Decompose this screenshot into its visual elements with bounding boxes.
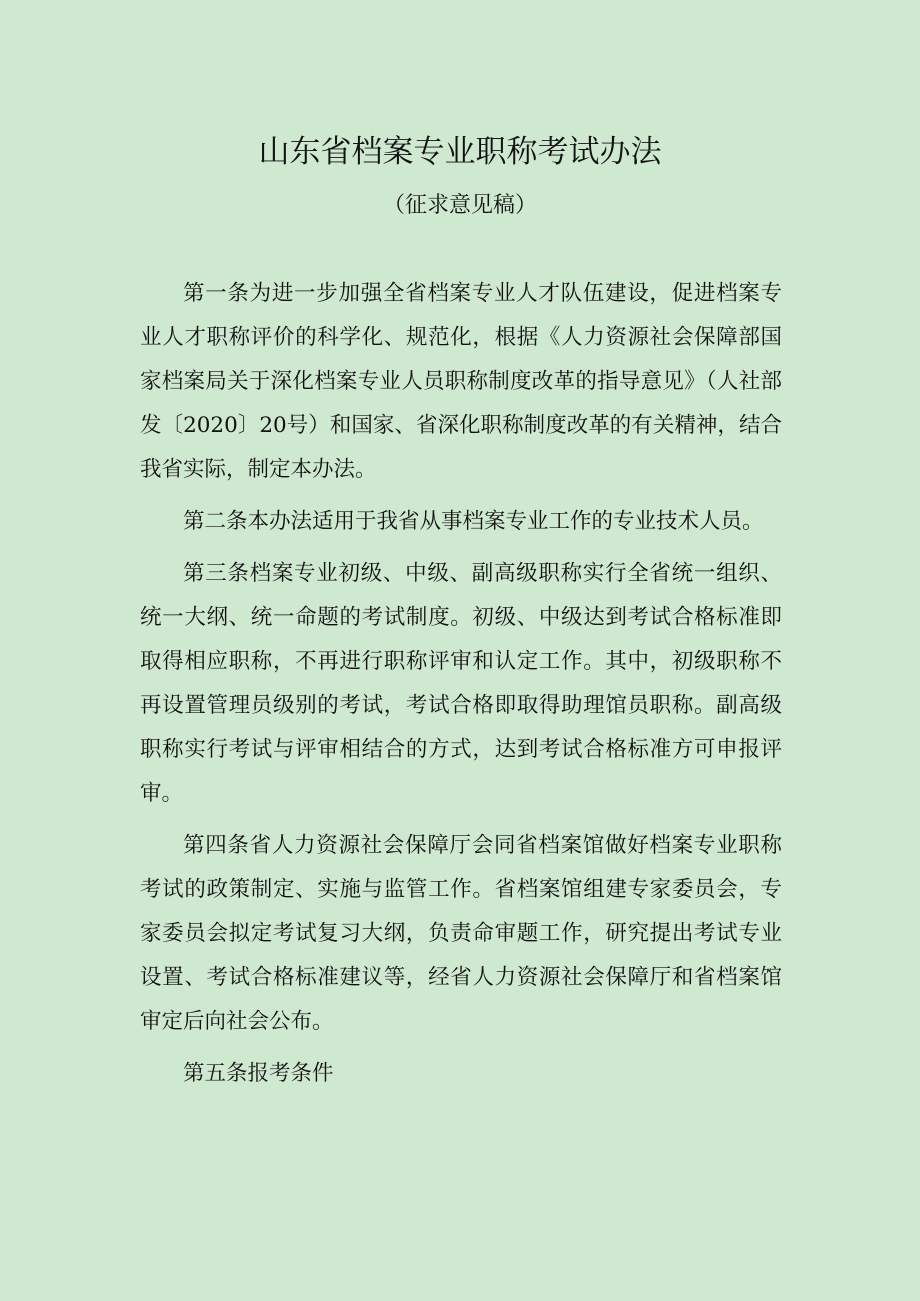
article-2-paragraph: 第二条本办法适用于我省从事档案专业工作的专业技术人员。	[183, 509, 764, 534]
document-body	[140, 272, 782, 1104]
document-subtitle: （征求意见稿）	[382, 193, 537, 218]
article-5-paragraph: 第五条报考条件	[183, 1061, 334, 1086]
article-4-paragraph: 第四条省人力资源社会保障厅会同省档案馆做好档案专业职称考试的政策制定、实施与监管工作。省档案馆组建专家委员会，专家委员会拟定考试复习大纲，负责命审题工作，研究提出考试专业设置、考试合格标准建议等，经省人力资源社会保障厅和省档案馆审定后向社会公布。	[140, 833, 782, 1034]
document-title: 山东省档案专业职称考试办法	[258, 134, 662, 170]
article-1-paragraph: 第一条为进一步加强全省档案专业人才队伍建设，促进档案专业人才职称评价的科学化、规范化，根据《人力资源社会保障部国家档案局关于深化档案专业人员职称制度改革的指导意见》（人社部发〔2020〕20号）和国家、省深化职称制度改革的有关精神，结合我省实际，制定本办法。	[140, 281, 782, 482]
article-3-paragraph: 第三条档案专业初级、中级、副高级职称实行全省统一组织、统一大纲、统一命题的考试制度。初级、中级达到考试合格标准即取得相应职称，不再进行职称评审和认定工作。其中，初级职称不再设置管理员级别的考试，考试合格即取得助理馆员职称。副高级职称实行考试与评审相结合的方式，达到考试合格标准方可申报评审。	[140, 561, 782, 806]
